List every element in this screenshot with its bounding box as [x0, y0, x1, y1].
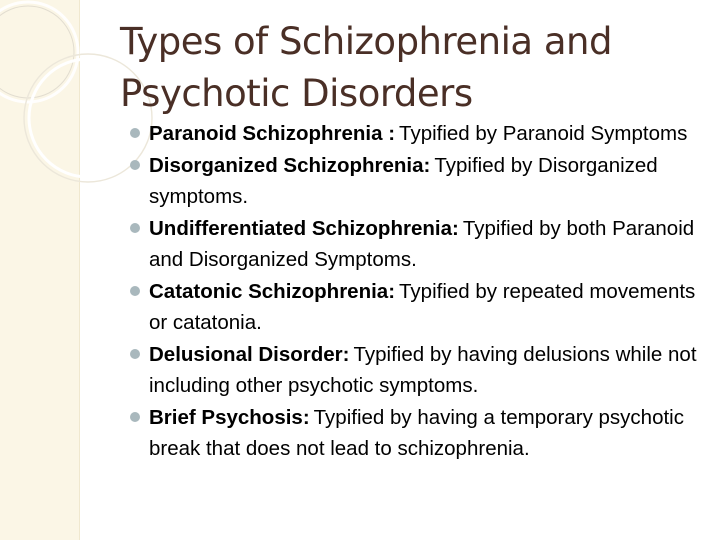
- bullet-description: Typified by having a temporary psychotic break that does not lead to schizophrenia.: [149, 405, 684, 460]
- bullet-description: Typified by having delusions while not including other psychotic symptoms.: [149, 342, 697, 397]
- bullet-delusional-disorder: [130, 339, 700, 402]
- slide-title: [120, 16, 700, 120]
- bullet-term: Delusional Disorder:: [149, 342, 350, 366]
- bullet-description: Typified by Paranoid Symptoms: [399, 122, 688, 145]
- bullet-term: Undifferentiated Schizophrenia:: [149, 216, 459, 240]
- bullet-dot-icon: [130, 223, 140, 233]
- bullet-undifferentiated-schizophrenia: [130, 213, 700, 276]
- bullet-term: Disorganized Schizophrenia:: [149, 153, 431, 177]
- bullet-disorganized-schizophrenia: [130, 150, 700, 213]
- title-line-1: Types of Schizophrenia and: [120, 20, 612, 63]
- bullet-paranoid-schizophrenia: [130, 118, 700, 150]
- title-line-2: Psychotic Disorders: [120, 72, 473, 115]
- bullet-term: Catatonic Schizophrenia:: [149, 279, 396, 303]
- bullet-term: Brief Psychosis:: [149, 405, 310, 429]
- bullet-dot-icon: [130, 412, 140, 422]
- bullet-list: [130, 118, 700, 465]
- bullet-dot-icon: [130, 349, 140, 359]
- bullet-dot-icon: [130, 286, 140, 296]
- bullet-term: Paranoid Schizophrenia :: [149, 122, 396, 145]
- bullet-description: Typified by both Paranoid and Disorganized Symptoms.: [149, 216, 695, 271]
- bullet-description: Typified by repeated movements or catatonia.: [149, 279, 696, 334]
- bullet-description: Typified by Disorganized symptoms.: [149, 153, 658, 208]
- bullet-catatonic-schizophrenia: [130, 276, 700, 339]
- bullet-dot-icon: [130, 128, 140, 138]
- bullet-dot-icon: [130, 160, 140, 170]
- bullet-brief-psychosis: [130, 402, 700, 465]
